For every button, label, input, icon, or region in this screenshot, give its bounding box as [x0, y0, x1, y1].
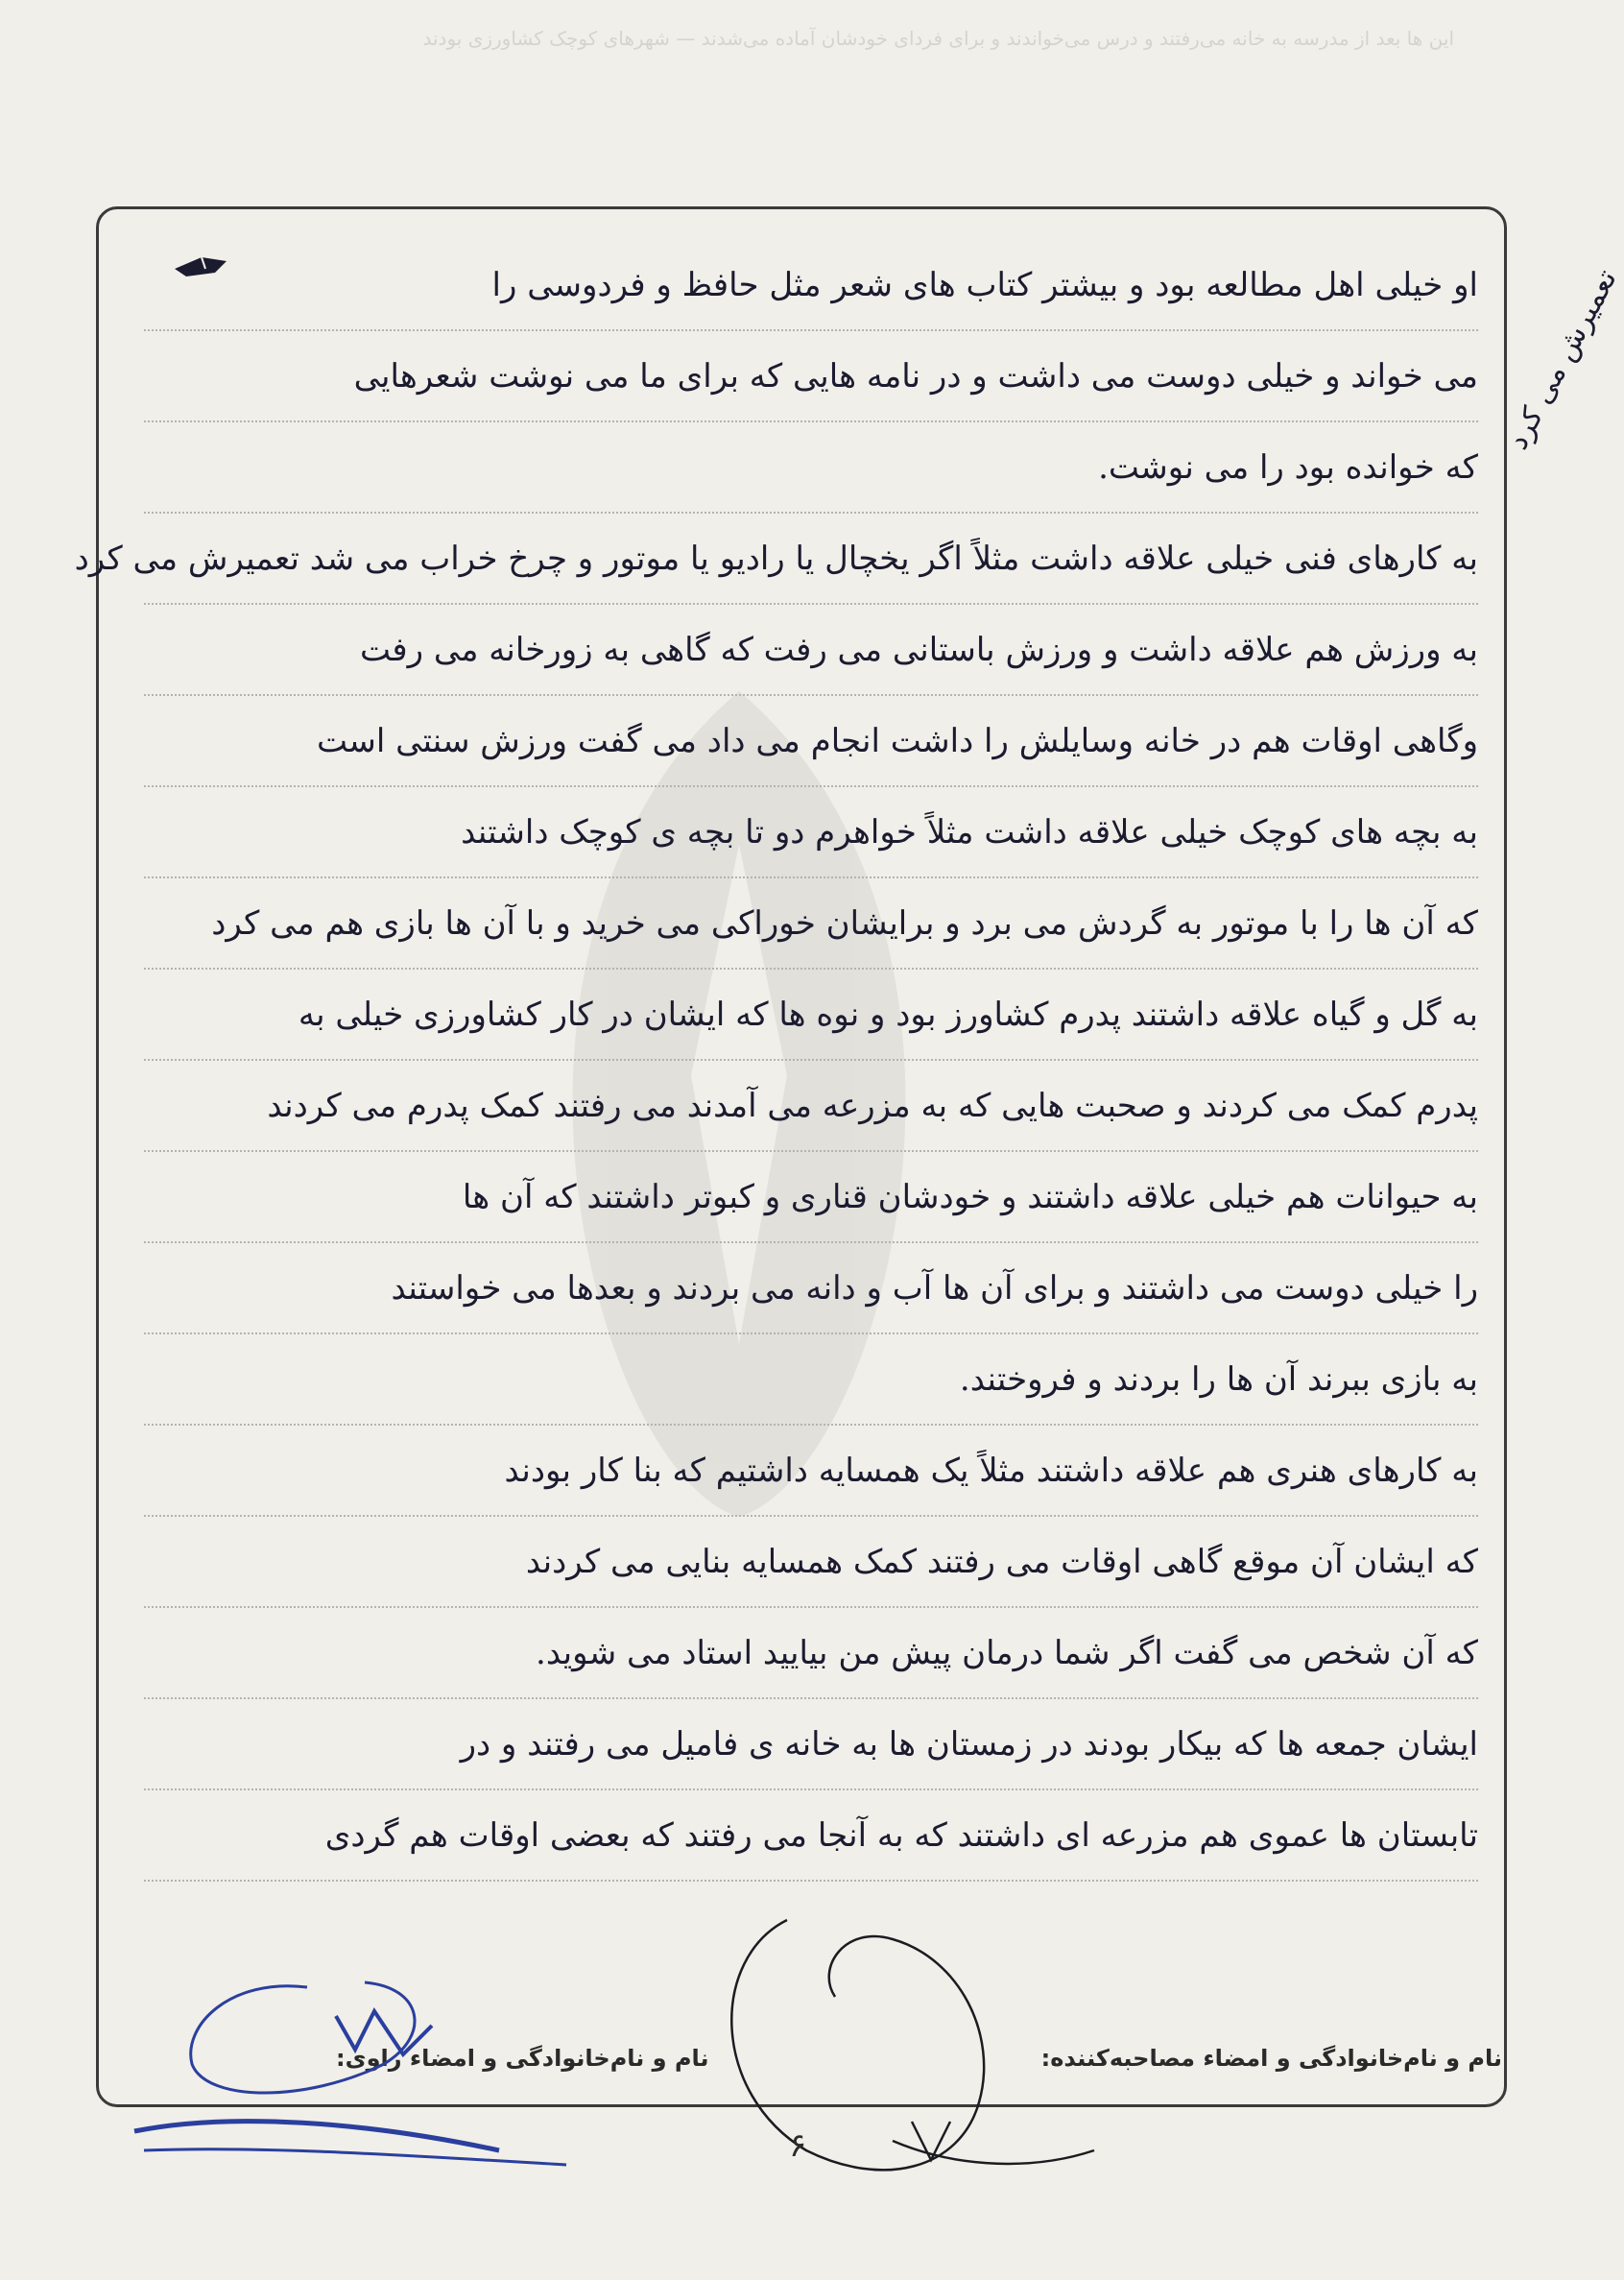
text-line: به بازی ببرند آن ها را بردند و فروختند. [144, 1334, 1478, 1426]
text-line: که خوانده بود را می نوشت. [144, 422, 1478, 514]
page-number: ۶ [789, 2126, 807, 2165]
text-line: به گل و گیاه علاقه داشتند پدرم کشاورز بود و نوه ها که ایشان در کار کشاورزی خیلی به [144, 970, 1478, 1061]
narrator-signature-label: نام و نام‌خانوادگی و امضاء راوی: [336, 2045, 709, 2072]
text-line: که ایشان آن موقع گاهی اوقات می رفتند کمک همسایه بنایی می کردند [144, 1517, 1478, 1608]
text-line: تابستان ها عموی هم مزرعه ای داشتند که به آنجا می رفتند که بعضی اوقات هم گردی [144, 1790, 1478, 1882]
text-line: وگاهی اوقات هم در خانه وسایلش را داشت انجام می داد می گفت ورزش سنتی است [144, 696, 1478, 787]
text-line: به کارهای فنی خیلی علاقه داشت مثلاً اگر یخچال یا رادیو یا موتور و چرخ خراب می شد تعمیرش می کرد [144, 514, 1478, 605]
text-line: او خیلی اهل مطالعه بود و بیشتر کتاب های شعر مثل حافظ و فردوسی را [144, 240, 1478, 331]
text-line: که آن ها را با موتور به گردش می برد و برایشان خوراکی می خرید و با آن ها بازی هم می کرد [144, 878, 1478, 970]
text-line: به کارهای هنری هم علاقه داشتند مثلاً یک همسایه داشتیم که بنا کار بودند [144, 1426, 1478, 1517]
handwritten-lines [74, 240, 1478, 1882]
text-line: که آن شخص می گفت اگر شما درمان پیش من بیایید استاد می شوید. [144, 1608, 1478, 1699]
text-line: به بچه های کوچک خیلی علاقه داشت مثلاً خواهرم دو تا بچه ی کوچک داشتند [144, 787, 1478, 878]
text-line: ایشان جمعه ها که بیکار بودند در زمستان ها به خانه ی فامیل می رفتند و در [144, 1699, 1478, 1790]
text-line: می خواند و خیلی دوست می داشت و در نامه هایی که برای ما می نوشت شعرهایی [144, 331, 1478, 422]
interviewer-signature-label: نام و نام‌خانوادگی و امضاء مصاحبه‌کننده: [1040, 2045, 1502, 2072]
text-line: به ورزش هم علاقه داشت و ورزش باستانی می رفت که گاهی به زورخانه می رفت [144, 605, 1478, 696]
text-line: را خیلی دوست می داشتند و برای آن ها آب و دانه می بردند و بعدها می خواستند [144, 1243, 1478, 1334]
text-line: پدرم کمک می کردند و صحبت هایی که به مزرعه می آمدند می رفتند کمک پدرم می کردند [144, 1061, 1478, 1152]
margin-note: تعمیرش می کرد [1500, 264, 1624, 456]
bleed-through-text: این ها بعد از مدرسه به خانه می‌رفتند و درس می‌خواندند و برای فردای خودشان آماده می‌شدند — شهرهای کوچک کشاورزی بودند [422, 27, 1454, 50]
narrator-signature [115, 1958, 614, 2208]
interviewer-signature [672, 1882, 1133, 2208]
text-line: به حیوانات هم خیلی علاقه داشتند و خودشان قناری و کبوتر داشتند که آن ها [144, 1152, 1478, 1243]
